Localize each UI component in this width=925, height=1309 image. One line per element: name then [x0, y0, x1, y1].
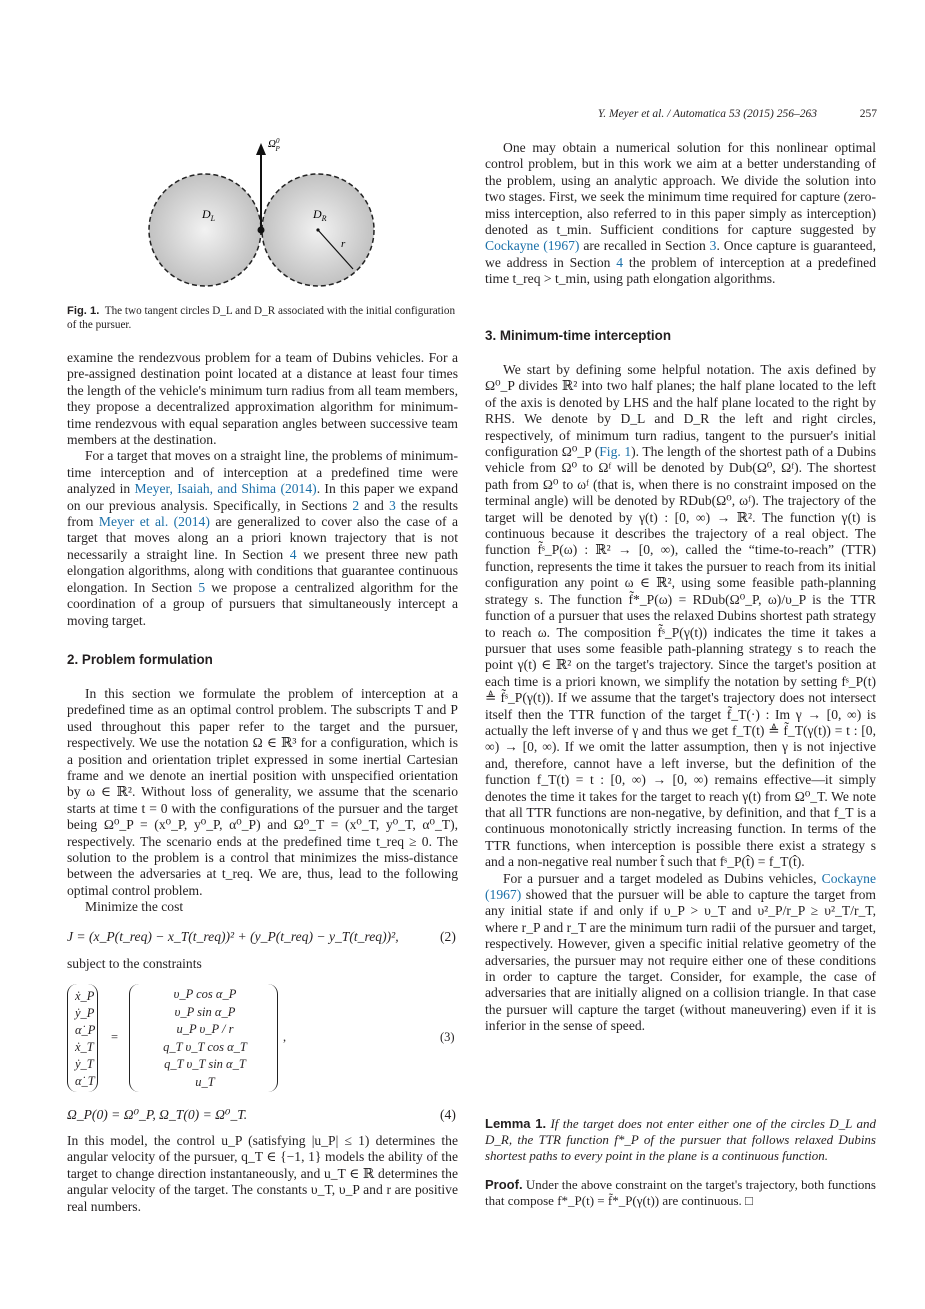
caption-label: Fig. 1.: [67, 305, 100, 317]
citation-link[interactable]: Meyer, Isaiah, and Shima: [134, 481, 277, 497]
equation-3-number: (3): [440, 1030, 455, 1044]
left-column-text: [67, 350, 458, 629]
top-label: $\Omega^0$ P: [268, 137, 280, 153]
running-header: [67, 108, 877, 128]
right-column-intro: [485, 140, 876, 288]
equation-3: ẋ_P ẏ_P α̇_P ẋ_T ẏ_T α̇_T = υ_P cos α_P υ_P sin α_P u_P υ_P / r q_T υ_T cos α_T q_T υ_T sin α_T u_T , (3): [67, 984, 458, 1096]
section-link[interactable]: 2: [352, 497, 360, 513]
constraints-paragraph: subject to the constraints: [67, 956, 202, 971]
radius-label: r: [341, 238, 346, 250]
section-link[interactable]: 4: [616, 254, 624, 270]
pursuer-point: [258, 227, 265, 234]
intro-paragraph: examine the rendezvous problem for a team of Dubins vehicles. For a pre-assigned destination point located at a distance at least four times the length of the vehicle's minimum turn radius from all team members, they propose a decentralized approximation algorithm for minimum-time rendezvous with equal separation angles between successive team members at the destination.: [67, 350, 458, 448]
problem-paragraph: In this section we formulate the problem of interception at a predefined time as an optimal control problem. The subscripts T and P used throughout this paper refer to the target and the pursuer, respectively. We use the notation Ω ∈ ℝ³ for a configuration, which is a position and orientation triplet expressed in some inertial Cartesian frame and we denote an inertial position with unspecified orientation by ω ∈ ℝ². Without loss of generality, we assume that the scenario starts at time t = 0 with the configurations of the pursuer and the target being Ω⁰_P = (x⁰_P, y⁰_P, α⁰_P) and Ω⁰_T = (x⁰_T, y⁰_T, α⁰_T), respectively. The scenario ends at the predefined time t_req ≥ 0. The solution to the problem is a control that minimizes the miss-distance between the adversaries at t_req. We are, thus, lead to the following optimal control problem.: [67, 686, 458, 898]
section-link[interactable]: 4: [289, 546, 297, 562]
right-column-body: [485, 362, 876, 1035]
qed-symbol: □: [745, 1193, 753, 1208]
cockayne-paragraph: For a pursuer and a target modeled as Dubins vehicles, Cockayne (1967) showed that the pursuer will be able to capture the target from any initial state if and only if υ_P > υ_T and υ²_P/r_P ≥ υ²_T/r_T, where r_P and r_T are the minimum turn radii of the pursuer and target, respectively. However, given a specific initial relative geometry of the adversaries, the pursuer may not require either one of these conditions in order to capture the target. Consider, for example, the case of adversaries that are initially aligned on a collision triangle. In that case the pursuer will capture the target (without maneuvering) even if it is inferior in the sense of speed.: [485, 870, 876, 1034]
citation-link[interactable]: Cockayne: [485, 238, 540, 254]
figure-1: [140, 135, 390, 300]
circle-left-label: $D_L$: [202, 207, 216, 223]
caption-text: The two tangent circles D_L and D_R associated with the initial configuration of the pursuer.: [67, 305, 456, 331]
model-paragraph: In this model, the control u_P (satisfying |u_P| ≤ 1) determines the angular velocity of the pursuer, q_T ∈ {−1, 1} models the ability of the target to change direction instantaneously, and u_T ∈ ℝ determines the angular velocity of the target. The constants υ_T, υ_P and r are positive real numbers.: [67, 1133, 458, 1214]
lemma-text: If the target does not enter either one of the circles D_L and D_R, the TTR function f*_P of the pursuer that follows relaxed Dubins shortest paths to every point in the plane is a continuous function.: [485, 1116, 877, 1163]
equation-4: Ω_P(0) = Ω⁰_P, Ω_T(0) = Ω⁰_T.: [67, 1107, 248, 1122]
figure-caption: [67, 305, 458, 332]
related-work-paragraph: For a target that moves on a straight line, the problems of minimum-time interception and of interception at a predefined time were analyzed in Meyer, Isaiah, and Shima (2014). In this paper we expand on our previous analysis. Specifically, in Sections 2 and 3 the results from Meyer et al. (2014) are generalized to cover also the case of a target that moves along an a priori known trajectory that is not necessarily a straight line. In Section 4 we present three new path elongation algorithms, along with conditions that guarantee continuous elongation. In Section 5 we propose a centralized algorithm for the coordination of a group of pursuers that simultaneously intercept a moving target.: [67, 448, 458, 628]
equation-2: J = (x_P(t_req) − x_T(t_req))² + (y_P(t_req) − y_T(t_req))²,: [67, 929, 399, 944]
proof-label: Proof.: [485, 1177, 523, 1192]
section-heading-2: 2. Problem formulation: [67, 652, 213, 667]
minimize-paragraph: Minimize the cost: [85, 899, 184, 915]
proof-text: Under the above constraint on the target's trajectory, both functions that compose f*_P(t) = f̃*_P(γ(t)) are continuous.: [485, 1177, 876, 1208]
problem-text: [67, 686, 458, 916]
eq3-lhs: ẋ_P ẏ_P α̇_P ẋ_T ẏ_T α̇_T: [75, 989, 96, 1088]
figure-link[interactable]: Fig. 1: [599, 444, 632, 460]
citation-link[interactable]: Meyer et al. (2014): [98, 514, 210, 530]
section-link[interactable]: 5: [198, 579, 206, 595]
eq3-rhs: υ_P cos α_P υ_P sin α_P u_P υ_P / r q_T υ_T cos α_T q_T υ_T sin α_T u_T: [163, 987, 247, 1089]
section-link[interactable]: 3: [709, 238, 717, 254]
section-heading-3: 3. Minimum-time interception: [485, 328, 671, 343]
lemma-1: [485, 1116, 876, 1164]
equation-2-number: (2): [440, 929, 456, 944]
model-text: [67, 1133, 458, 1215]
section-link[interactable]: 3: [388, 497, 396, 513]
citation-link[interactable]: Cockayne: [821, 870, 876, 886]
notation-paragraph: We start by defining some helpful notation. The axis defined by Ω⁰_P divides ℝ² into two half planes; the half plane located to the left of the axis is denoted by LHS and the half plane located to the right by RHS. We denote by D_L and D_R the left and right circles, respectively, of minimum turn radius, tangent to the pursuer's initial configuration Ω⁰_P (Fig. 1). The length of the shortest path of a Dubins vehicle from Ω⁰ to Ωᶠ will be denoted by Dub(Ω⁰, Ωᶠ). The shortest path from Ω⁰ to ωᶠ (that is, when there is no constraint imposed on the terminal angle) will be denoted by RDub(Ω⁰, ωᶠ). The trajectory of the target will be denoted by γ(t) : [0, ∞) → ℝ². The function γ(t) is continuous because it describes the trajectory of a real object. The function f̃ˢ_P(ω) : ℝ² → [0, ∞), called the “time-to-reach” (TTR) function, represents the time it takes the pursuer to reach from its initial configuration any point ω ∈ ℝ², using some feasible path-planning strategy s. The function f̃*_P(ω) = RDub(Ω⁰_P, ω)/υ_P is the TTR function of a pursuer that uses the relaxed Dubins shortest path strategy to reach ω. The composition f̃ˢ_P(γ(t)) indicates the time it takes a pursuer that uses some feasible path-planning strategy s to reach the point γ(t) ∈ ℝ² on the target's trajectory. Since the target's position at each time is a priori known, we simplify the notation by setting fˢ_P(t) ≜ f̃ˢ_P(γ(t)). If we assume that the target's trajectory does not intersect itself then the TTR function of the target f̃_T(·) : Im γ → [0, ∞) is actually the left inverse of γ and thus we get f_T(t) ≜ f̃_T(γ(t)) = t : [0, ∞) → [0, ∞). If we omit the latter assumption, then γ is not injective and, therefore, cannot have a left inverse, but the definition of the function f_T(t) = t : [0, ∞) → [0, ∞) remains effective—it simply denotes the time it takes for the target to reach γ(t) from Ω⁰_T. We note that all TTR functions are non-negative, by definition, and that f_T is a continuous monotonically strictly increasing function. In terms of the TTR functions, when interception is possible there exist a strategy s and a non-negative real number t̂ such that fˢ_P(t̂) = f_T(t̂).: [485, 362, 876, 870]
equation-4-number: (4): [440, 1107, 456, 1122]
lemma-label: Lemma 1.: [485, 1116, 547, 1131]
circle-left: [149, 174, 261, 286]
proof: [485, 1177, 876, 1209]
page-number: 257: [859, 108, 877, 120]
approach-paragraph: One may obtain a numerical solution for this nonlinear optimal control problem, but in this work we aim at a better understanding of the problem, using an analytic approach. We divide the solution into two stages. First, we seek the minimum time required for capture (zero-miss interception, also referred to in this paper simply as interception) denoted as t_min. Sufficient conditions for capture suggested by Cockayne (1967) are recalled in Section 3. Once capture is guaranteed, we address in Section 4 the problem of interception at a predefined time t_req > t_min, using path elongation algorithms.: [485, 140, 877, 287]
constraints-text: [67, 956, 458, 972]
journal-citation: Y. Meyer et al. / Automatica 53 (2015) 256–263: [597, 108, 817, 120]
arrow-head-icon: [256, 143, 266, 155]
circle-right-label: $D_R$: [313, 207, 327, 223]
